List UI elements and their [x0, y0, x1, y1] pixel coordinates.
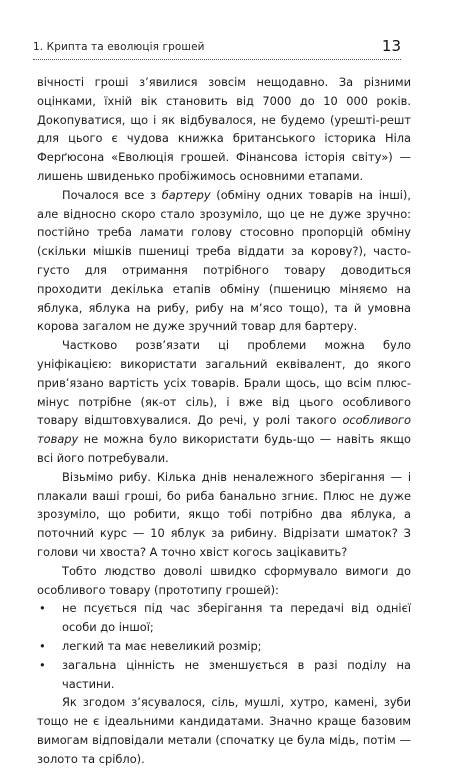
running-head [33, 37, 401, 57]
list-item-text: загальна цінність не зменшується в разі поділу на частини. [62, 657, 411, 691]
chapter-title: 1. Крипта та еволюція грошей [33, 41, 205, 53]
paragraph-1: вічності гроші з’явилися зовсім нещодавно. За різними оцінками, їхній вік становить від 7000 до 10 000 років. Докопуватися, що і як відбувалося, не будемо (урешті-решт для цього є чудова книжка британського історика Ніла Ферґюсона «Еволюція грошей. Фінансова історія світу») — лишень швиденько пробіжимось основними етапами. [37, 75, 411, 183]
term-special-commodity: особливого товару [37, 413, 411, 447]
paragraph-2-text-end: (обміну одних товарів на інші), але відносно скоро стало зрозуміло, що це не дуже зручно: постійно треба ламати голову стосовно пропорцій обміну (скільки мішків пшениці треба віддати за корову?), часто-густо для отримання потрібного товару доводиться проходити декілька етапів обміну (пшеницю міняємо на яблука, яблука на рибу, рибу на м’ясо тощо), та й умовна корова загалом не дуже зручний товар для бартеру. [37, 187, 411, 334]
paragraph-2-text-start: Почалося все з [62, 187, 162, 202]
term-barter: бартеру [161, 187, 211, 202]
paragraph-3-text-start: Частково розв’язати ці проблеми можна було уніфікацією: використати загальний еквівалент, до якого прив’язано вартість усіх товарів. Брали щось, що всім плюс-мінус потрібне (як-от сіль), і вже від цього особливого товару відштовхувалися. До речі, у ролі такого [37, 338, 411, 428]
page-number: 13 [381, 37, 401, 55]
paragraph-5: Тобто людство доволі швидко сформувало вимоги до особливого товару (прототипу грошей): [37, 563, 411, 597]
bullet-icon: • [39, 601, 46, 616]
body-text [37, 73, 411, 768]
paragraph-6: Як згодом з’ясувалося, сіль, мушлі, хутро, камені, зуби тощо не є ідеальними кандидатами. Значно краще базовим вимогам відповідали метали (спочатку це була мідь, потім — золото та срібло). [37, 695, 411, 766]
bullet-icon: • [39, 638, 46, 653]
dotted-divider [33, 59, 401, 60]
list-item [37, 599, 411, 637]
list-item-text: не псується під час зберігання та передачі від однієї особи до іншої; [62, 601, 411, 635]
list-item-text: легкий та має невеликий розмір; [62, 638, 262, 653]
list-item [37, 656, 411, 694]
paragraph-3-text-end: не можна було використати будь-що — навіть якщо всі його потребували. [37, 432, 411, 465]
list-item [37, 637, 411, 656]
bullet-icon: • [39, 657, 46, 672]
paragraph-2 [37, 186, 411, 336]
paragraph-3 [37, 336, 411, 468]
requirements-list [37, 599, 411, 693]
paragraph-4: Візьмімо рибу. Кілька днів неналежного зберігання — і плакали ваші гроші, бо риба банально згниє. Плюс не дуже зрозуміло, що робити, якщо тобі потрібно два яблука, а поточний курс — 10 яблук за рибину. Відрізати шматок? З голови чи хвоста? А точно хвіст когось зацікавить? [37, 469, 411, 559]
